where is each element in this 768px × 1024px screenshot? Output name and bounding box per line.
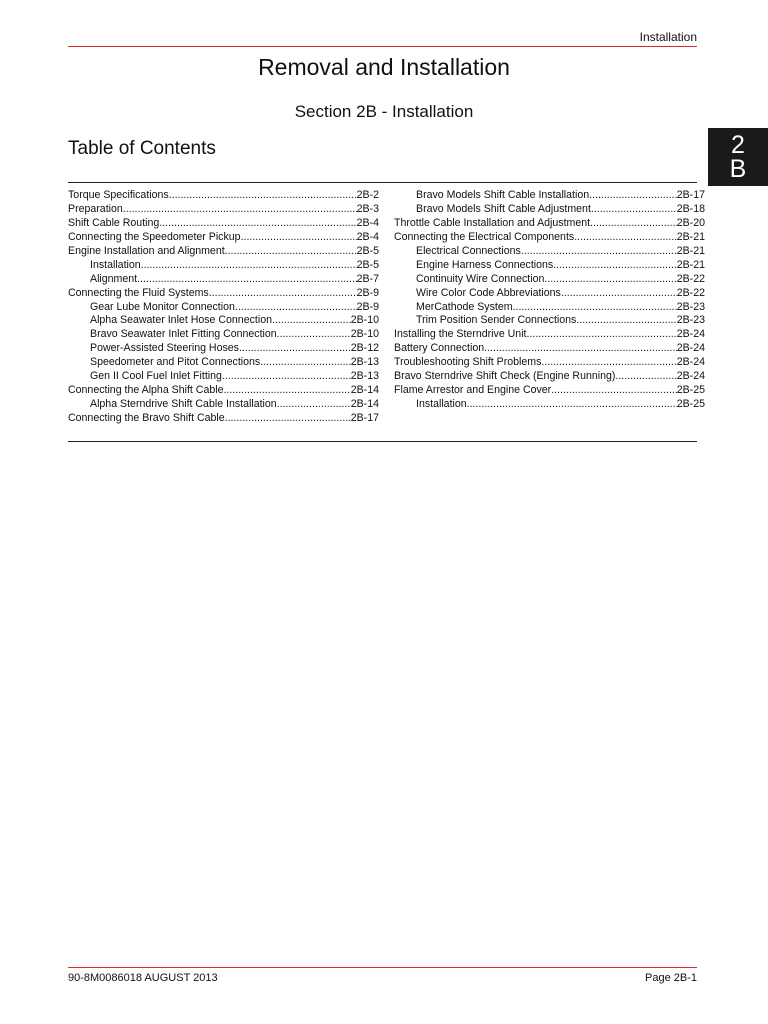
section-title: Section 2B - Installation [294, 102, 474, 121]
toc-entry-title: Bravo Models Shift Cable Adjustment [416, 202, 591, 215]
toc-dot-leader [591, 203, 677, 217]
toc-entry-title: Speedometer and Pitot Connections [90, 356, 261, 369]
toc-entry-title: Alpha Sterndrive Shift Cable Installation [90, 398, 277, 411]
toc-entry-page: 2B-17 [350, 412, 379, 424]
toc-entry-page: 2B-14 [350, 384, 379, 397]
toc-heading: Table of Contents [68, 138, 216, 159]
toc-entry-title: Bravo Seawater Inlet Fitting Connection [90, 328, 277, 341]
toc-dot-leader [277, 328, 351, 342]
toc-entry[interactable] [394, 245, 705, 259]
toc-entry-title: Alpha Seawater Inlet Hose Connection [90, 314, 272, 327]
toc-entry-page: 2B-2 [356, 189, 379, 201]
toc-entry-title: Throttle Cable Installation and Adjustment [394, 216, 591, 229]
toc-entry[interactable] [394, 217, 705, 231]
toc-dot-leader [272, 314, 351, 328]
toc-entry-title: Wire Color Code Abbreviations [416, 286, 561, 299]
toc-entry-page: 2B-5 [356, 258, 379, 271]
toc-entry[interactable] [394, 231, 705, 245]
toc-entry-page: 2B-7 [356, 272, 379, 285]
toc-entry-title: Electrical Connections [416, 244, 521, 257]
toc-entry[interactable] [68, 412, 379, 426]
toc-right-column [394, 189, 705, 412]
toc-entry[interactable] [394, 259, 705, 273]
toc-entry-title: Installation [90, 258, 141, 271]
toc-dot-leader [590, 217, 677, 231]
toc-entry-title: Trim Position Sender Connections [416, 314, 577, 327]
toc-dot-leader [141, 259, 357, 273]
toc-dot-leader [527, 328, 677, 342]
toc-entry[interactable] [68, 217, 379, 231]
toc-entry-page: 2B-9 [356, 300, 379, 313]
toc-entry-page: 2B-4 [356, 230, 379, 243]
toc-entry-page: 2B-24 [676, 356, 705, 369]
toc-entry[interactable] [394, 384, 705, 398]
toc-entry[interactable] [68, 273, 379, 287]
toc-entry-page: 2B-23 [676, 300, 705, 313]
header-rule [68, 46, 697, 47]
footer-doc-id: 90-8M0086018 AUGUST 2013 [68, 972, 218, 984]
toc-entry-page: 2B-9 [356, 286, 379, 299]
toc-entry-page: 2B-10 [350, 328, 379, 341]
toc-dot-leader [260, 356, 351, 370]
toc-dot-leader [589, 189, 677, 203]
toc-entry[interactable] [394, 203, 705, 217]
toc-dot-leader [521, 245, 677, 259]
toc-entry-page: 2B-24 [676, 370, 705, 383]
toc-dot-leader [541, 356, 676, 370]
toc-dot-leader [544, 273, 676, 287]
toc-entry-title: MerCathode System [416, 300, 513, 313]
toc-dot-leader [209, 287, 357, 301]
section-tab-number: 2 [731, 131, 745, 159]
toc-entry-page: 2B-24 [676, 328, 705, 341]
toc-entry-title: Installing the Sterndrive Unit [394, 328, 527, 341]
footer-page-number: Page 2B-1 [645, 972, 697, 984]
toc-dot-leader [241, 231, 357, 245]
toc-entry-page: 2B-24 [676, 342, 705, 355]
toc-entry-title: Gen II Cool Fuel Inlet Fitting [90, 370, 222, 383]
toc-entry[interactable] [68, 287, 379, 301]
toc-left-column [68, 189, 379, 426]
toc-entry-title: Flame Arrestor and Engine Cover [394, 384, 552, 397]
toc-dot-leader [574, 231, 677, 245]
toc-entry-page: 2B-22 [676, 286, 705, 299]
toc-dot-leader [561, 287, 677, 301]
toc-entry-page: 2B-23 [676, 314, 705, 327]
toc-dot-leader [123, 203, 357, 217]
toc-dot-leader [223, 384, 350, 398]
toc-entry-title: Torque Specifications [68, 189, 169, 201]
document-title: Removal and Installation [258, 54, 510, 80]
toc-entry-page: 2B-18 [676, 202, 705, 215]
toc-entry[interactable] [68, 370, 379, 384]
toc-entry[interactable] [68, 356, 379, 370]
toc-entry[interactable] [394, 370, 705, 384]
toc-entry[interactable] [68, 245, 379, 259]
toc-entry-page: 2B-25 [676, 398, 705, 411]
section-tab [708, 128, 768, 186]
section-tab-letter: B [729, 155, 747, 183]
toc-entry-title: Connecting the Electrical Components [394, 230, 575, 243]
toc-entry-title: Connecting the Bravo Shift Cable [68, 412, 225, 424]
toc-entry[interactable] [68, 384, 379, 398]
toc-entry-title: Engine Installation and Alignment [68, 244, 225, 257]
toc-entry[interactable] [394, 328, 705, 342]
toc-dot-leader [467, 398, 677, 412]
toc-dot-leader [239, 342, 351, 356]
toc-entry[interactable] [394, 287, 705, 301]
toc-dot-leader [277, 398, 351, 412]
toc-entry[interactable] [394, 301, 705, 315]
toc-entry-title: Installation [416, 398, 467, 411]
toc-dot-leader [222, 370, 351, 384]
toc-entry[interactable] [394, 356, 705, 370]
toc-entry[interactable] [68, 314, 379, 328]
toc-top-rule [68, 182, 697, 183]
toc-entry-page: 2B-14 [350, 398, 379, 411]
header-section-label: Installation [639, 30, 697, 44]
toc-bottom-rule [68, 441, 697, 442]
toc-entry-page: 2B-3 [356, 202, 379, 215]
toc-entry[interactable] [68, 398, 379, 412]
toc-entry-title: Power-Assisted Steering Hoses [90, 342, 239, 355]
toc-entry-title: Troubleshooting Shift Problems [394, 356, 542, 369]
footer-rule [68, 967, 697, 968]
toc-entry-title: Bravo Sterndrive Shift Check (Engine Running) [394, 370, 616, 383]
toc-entry-title: Shift Cable Routing [68, 216, 160, 229]
toc-entry[interactable] [68, 301, 379, 315]
toc-dot-leader [553, 259, 677, 273]
toc-entry-title: Engine Harness Connections [416, 258, 554, 271]
toc-entry[interactable] [68, 231, 379, 245]
toc-entry-title: Gear Lube Monitor Connection [90, 300, 235, 313]
toc-entry-page: 2B-12 [350, 342, 379, 355]
toc-entry-title: Connecting the Speedometer Pickup [68, 230, 241, 243]
toc-entry-title: Connecting the Alpha Shift Cable [68, 384, 224, 397]
toc-entry-title: Connecting the Fluid Systems [68, 286, 209, 299]
toc-entry-page: 2B-21 [676, 244, 705, 257]
toc-entry-page: 2B-21 [676, 258, 705, 271]
toc-entry[interactable] [68, 342, 379, 356]
toc-dot-leader [551, 384, 677, 398]
toc-entry-page: 2B-17 [676, 189, 705, 201]
toc-entry[interactable] [394, 189, 705, 203]
toc-entry-page: 2B-22 [676, 272, 705, 285]
toc-entry-page: 2B-13 [350, 370, 379, 383]
toc-entry-title: Preparation [68, 202, 123, 215]
toc-entry[interactable] [394, 273, 705, 287]
toc-entry[interactable] [68, 328, 379, 342]
toc-entry-page: 2B-21 [676, 230, 705, 243]
toc-entry-page: 2B-25 [676, 384, 705, 397]
toc-entry-page: 2B-13 [350, 356, 379, 369]
toc-entry[interactable] [68, 259, 379, 273]
toc-entry-title: Battery Connection [394, 342, 485, 355]
toc-entry[interactable] [394, 398, 705, 412]
toc-entry[interactable] [68, 203, 379, 217]
toc-dot-leader [137, 273, 357, 287]
toc-dot-leader [615, 370, 676, 384]
toc-dot-leader [484, 342, 677, 356]
toc-dot-leader [159, 217, 356, 231]
toc-entry-title: Bravo Models Shift Cable Installation [416, 189, 590, 201]
toc-entry[interactable] [394, 342, 705, 356]
toc-dot-leader [235, 301, 357, 315]
toc-entry-title: Continuity Wire Connection [416, 272, 545, 285]
toc-dot-leader [225, 412, 351, 426]
toc-dot-leader [576, 314, 676, 328]
toc-dot-leader [225, 245, 357, 259]
toc-entry-page: 2B-5 [356, 244, 379, 257]
toc-entry-title: Alignment [90, 272, 138, 285]
toc-dot-leader [169, 189, 357, 203]
toc-entry[interactable] [394, 314, 705, 328]
toc-entry-page: 2B-4 [356, 216, 379, 229]
toc-entry-page: 2B-20 [676, 216, 705, 229]
toc-entry[interactable] [68, 189, 379, 203]
toc-dot-leader [513, 301, 677, 315]
toc-entry-page: 2B-10 [350, 314, 379, 327]
